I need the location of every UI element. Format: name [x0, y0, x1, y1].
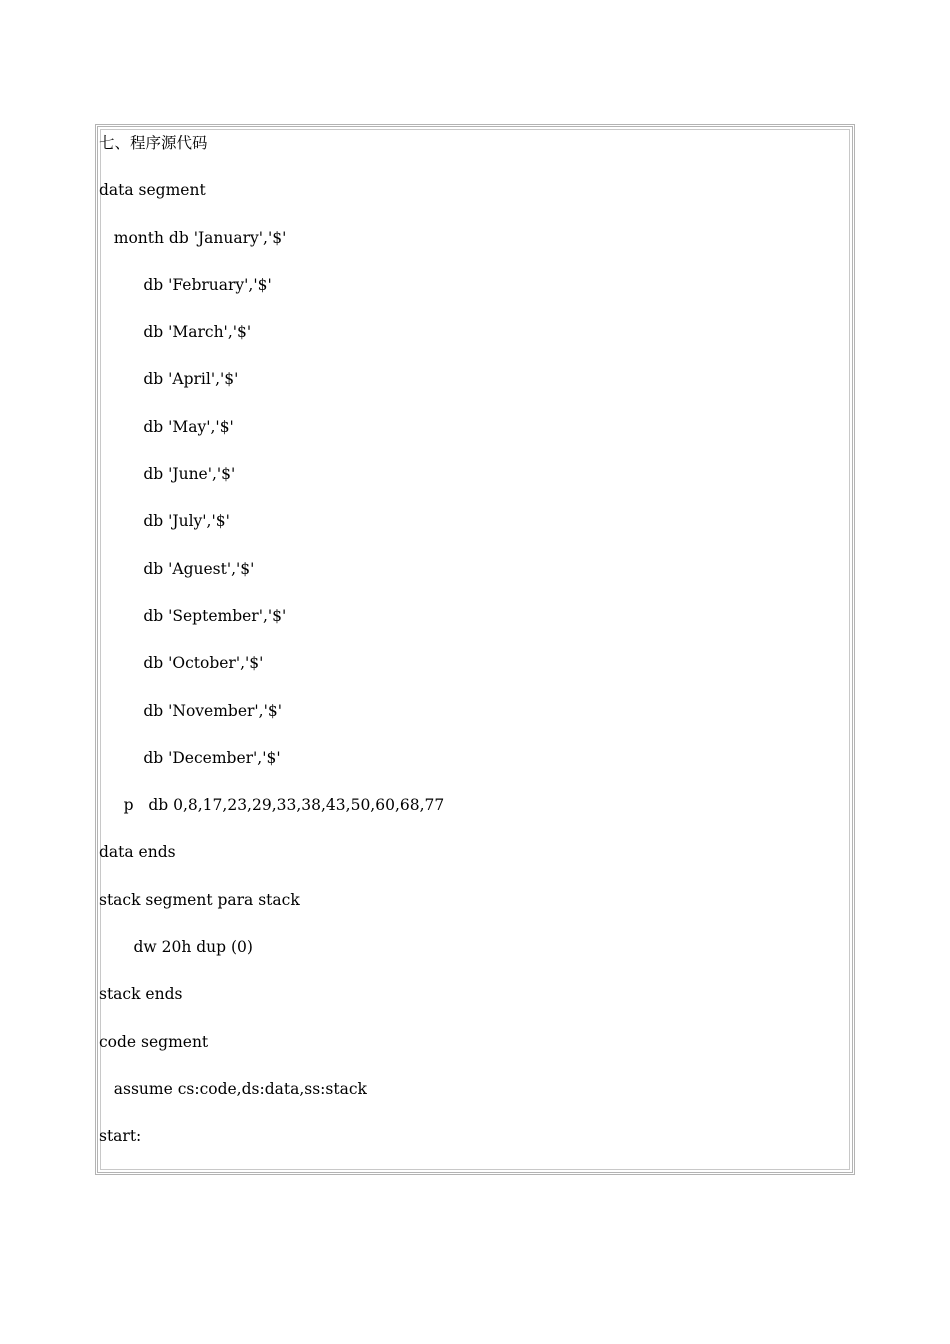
code-line: stack segment para stack [99, 890, 300, 909]
code-line: data segment [99, 181, 206, 200]
code-line: db 'May','$' [99, 417, 234, 436]
code-line: db 'June','$' [99, 465, 236, 484]
code-line: start: [99, 1127, 142, 1146]
code-line: db 'September','$' [99, 606, 287, 625]
code-line: db 'April','$' [99, 370, 239, 389]
source-code-listing [99, 133, 444, 1174]
code-line: db 'February','$' [99, 275, 272, 294]
code-line: db 'November','$' [99, 701, 282, 720]
code-line: db 'October','$' [99, 654, 264, 673]
code-line: db 'March','$' [99, 323, 252, 342]
code-line: p db 0,8,17,23,29,33,38,43,50,60,68,77 [99, 796, 445, 815]
code-line: db 'Aguest','$' [99, 559, 255, 578]
code-line: assume cs:code,ds:data,ss:stack [99, 1079, 367, 1098]
code-line: data ends [99, 843, 176, 862]
code-line: code segment [99, 1032, 209, 1051]
code-line: stack ends [99, 985, 183, 1004]
code-line: dw 20h dup (0) [99, 938, 253, 957]
code-line: month db 'January','$' [99, 228, 287, 247]
code-line: db 'July','$' [99, 512, 230, 531]
section-heading: 七、程序源代码 [99, 134, 208, 152]
code-line: db 'December','$' [99, 748, 281, 767]
